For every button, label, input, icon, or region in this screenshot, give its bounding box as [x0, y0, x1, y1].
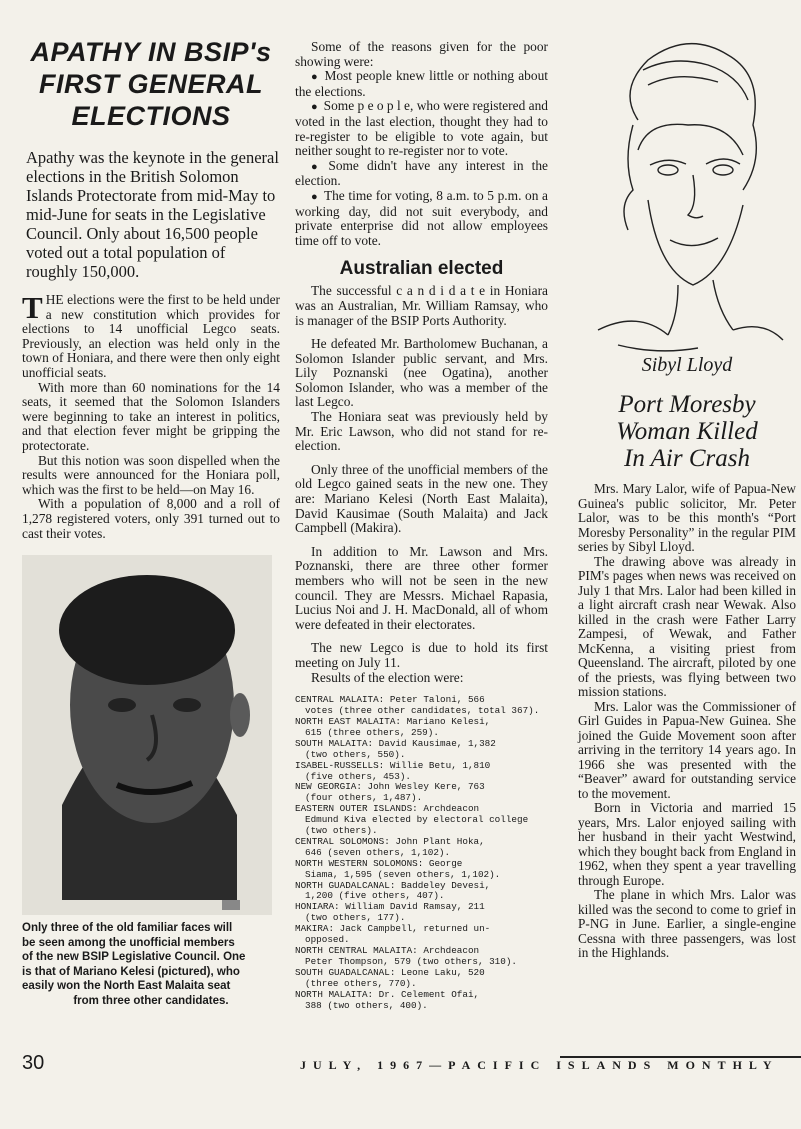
result-entry [295, 717, 548, 739]
result-line: EASTERN OUTER ISLANDS: Archdeacon [295, 803, 480, 815]
article-paragraph: Mrs. Lalor was the Commissioner of Girl Guides in Papua-New Guinea. She joined the Guide Movement soon after arriving in the territory 14 years ago. In 1966 she was presented with the “Beaver” award for outstanding service to the movement. [578, 698, 796, 801]
result-line: NORTH WESTERN SOLOMONS: George [295, 857, 463, 869]
result-entry [295, 695, 548, 717]
article-paragraph: Some of the reasons given for the poor showing were: [295, 39, 548, 69]
article-paragraph: The Honiara seat was previously held by Mr. Eric Lawson, who did not stand for re-election. [295, 409, 548, 454]
column-right [578, 30, 796, 961]
result-line: votes (three other candidates, total 367). [305, 705, 540, 717]
headline-line: ELECTIONS [71, 101, 231, 131]
bullet-item: ● Some didn't have any interest in the election. [295, 159, 548, 189]
result-line: (two others, 550). [305, 748, 406, 760]
result-line: 646 (seven others, 1,102). [305, 846, 451, 858]
result-line: 1,200 (five others, 407). [305, 890, 445, 902]
page-number: 30 [22, 1052, 45, 1074]
headline-line: In Air Crash [624, 445, 750, 472]
result-entry [295, 739, 548, 761]
article-paragraph: The successful c a n d i d a t e in Honiara was an Australian, Mr. William Ramsay, who is manager of the BSIP Ports Authority. [295, 283, 548, 328]
result-entry [295, 946, 548, 968]
column-middle [295, 30, 548, 1011]
headline-line: FIRST GENERAL [38, 69, 263, 99]
result-line: SOUTH GUADALCANAL: Leone Laku, 520 [295, 966, 485, 978]
result-line: (five others, 453). [305, 770, 412, 782]
result-line: MAKIRA: Jack Campbell, returned un- [295, 923, 491, 935]
bullet-item: ● Some p e o p l e, who were registered and voted in the last election, thought they had to re-register to be eligible to vote again, but neither sought to re-register nor to vote. [295, 99, 548, 158]
article-paragraph: Born in Victoria and married 15 years, Mrs. Lalor enjoyed sailing with her husband in their yacht Westwind, which they bought back from England in 1962, when they spent a year travelling through Europe. [578, 800, 796, 888]
bullet-item: ● Most people knew little or nothing about the elections. [295, 69, 548, 99]
article-paragraph: With more than 60 nominations for the 14 seats, it seemed that the Solomon Islanders were beginning to take an interest in politics, and that election fever might be gripping the protectorate. [22, 379, 280, 453]
caption-line: is that of Mariano Kelesi (pictured), who [22, 965, 240, 978]
result-line: CENTRAL MALAITA: Peter Taloni, 566 [295, 694, 485, 706]
article-paragraph: The plane in which Mrs. Lalor was killed was the second to come to grief in P-NG in June. Earlier, a single-engine Cessna with three passengers, was lost in the Highlands. [578, 887, 796, 960]
footer-publication-line: JULY, 1967—PACIFIC ISLANDS MONTHLY [300, 1058, 779, 1072]
results-intro: Results of the election were: [311, 669, 464, 685]
caption-line: Only three of the old familiar faces will [22, 922, 233, 935]
page-footer [0, 1052, 801, 1092]
result-line: CENTRAL SOLOMONS: John Plant Hoka, [295, 835, 485, 847]
portrait-photo [22, 555, 272, 915]
article-headline [578, 391, 796, 472]
result-line: opposed. [305, 934, 350, 946]
result-entry [295, 924, 548, 946]
result-entry [295, 782, 548, 804]
headline-line: APATHY IN BSIP's [30, 37, 272, 67]
article-headline [30, 36, 272, 132]
result-entry [295, 990, 548, 1012]
result-line: Peter Thompson, 579 (two others, 310). [305, 955, 518, 967]
sketch-drawing [578, 30, 788, 360]
article-paragraph: He defeated Mr. Bartholomew Buchanan, a Solomon Islander public servant, and Mrs. Lily Poznanski (nee Ogatina), another Solomon Islander, who was a member of the last Legco. [295, 336, 548, 410]
headline-line: Woman Killed [616, 418, 758, 445]
artist-signature: Sibyl Lloyd [641, 354, 733, 376]
result-line: Edmund Kiva elected by electoral college (two others). [305, 814, 529, 837]
result-line: SOUTH MALAITA: David Kausimae, 1,382 [295, 737, 496, 749]
result-line: NORTH EAST MALAITA: Mariano Kelesi, [295, 715, 491, 727]
result-line: (three others, 770). [305, 977, 417, 989]
paragraph-text: HE elections were the first to be held under a new constitution which provides for elections to 14 unofficial Legco seats. Previously, an election was held only in the town of Honiara, and there were then only eight unofficial seats. [22, 292, 280, 380]
bullet-item: ● The time for voting, 8 a.m. to 5 p.m. on a working day, did not suit everybody, and private enterprise did not allow employees time off to vote. [295, 189, 548, 248]
footer-rule [560, 1056, 801, 1058]
result-line: Siama, 1,595 (seven others, 1,102). [305, 868, 501, 880]
headline-line: Port Moresby [618, 391, 756, 418]
article-paragraph: But this notion was soon dispelled when the results were announced for the Honiara poll, which was the first to be held—on May 16. [22, 452, 280, 497]
result-line: 615 (three others, 259). [305, 726, 439, 738]
result-line: 388 (two others, 400). [305, 999, 428, 1011]
result-line: ISABEL-RUSSELLS: Willie Betu, 1,810 [295, 759, 491, 771]
result-line: HONIARA: William David Ramsay, 211 [295, 901, 485, 913]
photo-caption [22, 921, 280, 1008]
caption-line: of the new BSIP Legislative Council. One [22, 951, 246, 964]
article-paragraph: The drawing above was already in PIM's pages when news was received on July 1 that Mrs. Lalor had been killed in a light aircraft crash near Wewak. Also killed in the crash were Father Larry Zampesi, of Wewak, and Father McKenna, a visiting priest from Queensland. The aircraft, piloted by one of the priests, was flying between two mission stations. [578, 553, 796, 699]
caption-line: be seen among the unofficial members [22, 936, 235, 949]
result-line: NORTH GUADALCANAL: Baddeley Devesi, [295, 879, 491, 891]
result-line: (four others, 1,487). [305, 792, 423, 804]
article-lede: Apathy was the keynote in the general elections in the British Solomon Islands Protectorate from mid-May to mid-June for seats in the Legislative Council. Only about 16,500 people voted out a total population of roughly 150,000. [26, 148, 279, 281]
result-line: (two others, 177). [305, 912, 406, 924]
result-line: NORTH MALAITA: Dr. Celement Ofai, [295, 988, 480, 1000]
result-entry [295, 761, 548, 783]
article-paragraph [22, 290, 280, 381]
article-paragraph: The new Legco is due to hold its first meeting on July 11. [295, 640, 548, 670]
result-line: NORTH CENTRAL MALAITA: Archdeacon [295, 945, 480, 956]
caption-line: from three other candidates. [73, 994, 229, 1007]
result-line: NEW GEORGIA: John Wesley Kere, 763 [295, 781, 485, 793]
article-paragraph: Mrs. Mary Lalor, wife of Papua-New Guinea's public solicitor, Mr. Peter Lalor, was to be this month's “Port Moresby Personality” in the regular PIM series by Sibyl Lloyd. [578, 481, 796, 554]
portrait-sketch [578, 30, 788, 360]
portrait-photo-image [22, 555, 272, 915]
election-results [295, 695, 548, 1011]
result-entry [295, 859, 548, 881]
column-left [22, 30, 280, 1008]
caption-line: easily won the North East Malaita seat [22, 980, 231, 993]
result-entry [295, 902, 548, 924]
drop-cap: T [22, 290, 43, 325]
article-paragraph: With a population of 8,000 and a roll of 1,278 registered voters, only 391 turned out to cast their votes. [22, 496, 280, 541]
result-entry [295, 968, 548, 990]
result-entry [295, 837, 548, 859]
result-entry [295, 804, 548, 837]
article-paragraph: Only three of the unofficial members of the old Legco gained seats in the new one. They are: Mariano Kelesi (North East Malaita), David Kausimae (South Malaita) and Jack Campbell (Makira). [295, 461, 548, 536]
section-subhead: Australian elected [339, 258, 504, 280]
result-entry [295, 881, 548, 903]
article-paragraph: In addition to Mr. Lawson and Mrs. Poznanski, there are three other former members who will not be seen in the new council. They are Messrs. Michael Rapasia, Lucius Noi and J. H. MacDonald, all of whom were defeated in their electorates. [295, 543, 548, 632]
